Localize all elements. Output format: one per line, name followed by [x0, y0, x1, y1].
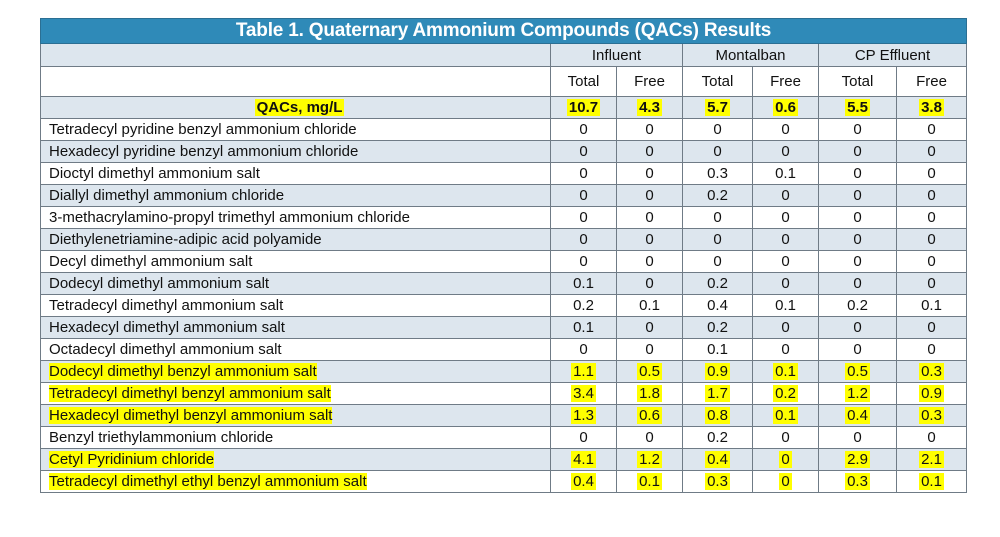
value-cell — [617, 229, 683, 251]
cell-value: 0.1 — [921, 297, 942, 314]
compound-name: 3-methacrylamino-propyl trimethyl ammonium chloride — [49, 209, 410, 226]
cell-value: 0.6 — [639, 407, 660, 424]
value-cell — [897, 339, 967, 361]
cell-value: 0 — [781, 253, 790, 270]
table-title-row — [41, 19, 967, 44]
compound-name-cell — [41, 251, 551, 273]
cell-value: 0 — [713, 231, 722, 248]
cell-value: 0 — [645, 165, 654, 182]
table-row — [41, 471, 967, 493]
subheader-cell: Total — [683, 67, 753, 97]
table-body — [41, 97, 967, 493]
cell-value: 0 — [927, 319, 936, 336]
value-cell — [753, 471, 819, 493]
table-row — [41, 427, 967, 449]
cell-value: 0 — [579, 231, 588, 248]
value-cell — [819, 339, 897, 361]
cell-value: 0 — [579, 121, 588, 138]
value-cell — [683, 383, 753, 405]
value-cell — [551, 185, 617, 207]
compound-name-cell — [41, 119, 551, 141]
summary-value-cell — [617, 97, 683, 119]
cell-value: 0 — [781, 187, 790, 204]
table-row — [41, 207, 967, 229]
group-header-cp-effluent: CP Effluent — [819, 44, 967, 67]
value-cell — [683, 405, 753, 427]
cell-value: 1.7 — [707, 385, 728, 402]
cell-value: 0 — [781, 341, 790, 358]
value-cell — [683, 273, 753, 295]
value-cell — [753, 383, 819, 405]
cell-value: 0 — [853, 187, 862, 204]
cell-value: 0.1 — [775, 297, 796, 314]
value-cell — [897, 427, 967, 449]
value-cell — [819, 405, 897, 427]
cell-value: 0 — [645, 231, 654, 248]
value-cell — [617, 449, 683, 471]
cell-value: 0.1 — [707, 341, 728, 358]
value-cell — [617, 427, 683, 449]
cell-value: 0 — [927, 165, 936, 182]
value-cell — [897, 207, 967, 229]
cell-value: 0.1 — [775, 363, 796, 380]
compound-name: Dodecyl dimethyl ammonium salt — [49, 275, 270, 292]
value-cell — [683, 251, 753, 273]
value-cell — [819, 471, 897, 493]
value-cell — [617, 405, 683, 427]
value-cell — [683, 471, 753, 493]
compound-name-cell — [41, 229, 551, 251]
subheader-cell: Total — [819, 67, 897, 97]
cell-value: 0.2 — [847, 297, 868, 314]
cell-value: 0 — [645, 319, 654, 336]
table-row — [41, 339, 967, 361]
value-cell — [897, 383, 967, 405]
value-cell — [819, 383, 897, 405]
value-cell — [753, 273, 819, 295]
value-cell — [819, 141, 897, 163]
value-cell — [617, 339, 683, 361]
cell-value: 0.8 — [707, 407, 728, 424]
value-cell — [753, 427, 819, 449]
compound-name: Hexadecyl dimethyl benzyl ammonium salt — [49, 407, 333, 424]
value-cell — [617, 383, 683, 405]
cell-value: 0 — [927, 275, 936, 292]
cell-value: 0.4 — [707, 297, 728, 314]
value-cell — [617, 361, 683, 383]
value-cell — [617, 207, 683, 229]
value-cell — [819, 207, 897, 229]
cell-value: 0 — [645, 275, 654, 292]
summary-label-cell — [41, 97, 551, 119]
value-cell — [551, 361, 617, 383]
summary-label: QACs, mg/L — [256, 99, 343, 116]
value-cell — [551, 295, 617, 317]
value-cell — [683, 339, 753, 361]
compound-name-cell — [41, 185, 551, 207]
cell-value: 0 — [781, 121, 790, 138]
cell-value: 0 — [781, 429, 790, 446]
value-cell — [683, 295, 753, 317]
value-cell — [897, 251, 967, 273]
value-cell — [551, 427, 617, 449]
value-cell — [617, 251, 683, 273]
value-cell — [897, 141, 967, 163]
cell-value: 0 — [579, 341, 588, 358]
cell-value: 0 — [645, 143, 654, 160]
value-cell — [617, 317, 683, 339]
group-header-influent: Influent — [551, 44, 683, 67]
compound-name-cell — [41, 405, 551, 427]
summary-value: 10.7 — [568, 99, 599, 116]
cell-value: 2.9 — [847, 451, 868, 468]
cell-value: 0 — [645, 253, 654, 270]
value-cell — [819, 251, 897, 273]
compound-name-cell — [41, 471, 551, 493]
cell-value: 0 — [853, 275, 862, 292]
value-cell — [753, 185, 819, 207]
value-cell — [683, 163, 753, 185]
summary-value: 5.5 — [847, 99, 868, 116]
cell-value: 0 — [781, 143, 790, 160]
cell-value: 0 — [927, 187, 936, 204]
table-row — [41, 449, 967, 471]
value-cell — [551, 207, 617, 229]
value-cell — [551, 317, 617, 339]
cell-value: 0 — [853, 165, 862, 182]
compound-name-cell — [41, 449, 551, 471]
compound-name-cell — [41, 207, 551, 229]
compound-name-cell — [41, 295, 551, 317]
table-row — [41, 163, 967, 185]
cell-value: 0 — [781, 473, 790, 490]
value-cell — [897, 273, 967, 295]
cell-value: 0.9 — [707, 363, 728, 380]
value-cell — [753, 295, 819, 317]
value-cell — [683, 185, 753, 207]
summary-value-cell — [753, 97, 819, 119]
cell-value: 0.2 — [775, 385, 796, 402]
value-cell — [683, 317, 753, 339]
value-cell — [819, 119, 897, 141]
cell-value: 0 — [927, 121, 936, 138]
cell-value: 0 — [781, 275, 790, 292]
table-row — [41, 383, 967, 405]
value-cell — [683, 427, 753, 449]
cell-value: 0 — [645, 121, 654, 138]
value-cell — [897, 471, 967, 493]
cell-value: 0 — [927, 143, 936, 160]
value-cell — [551, 471, 617, 493]
cell-value: 0 — [853, 143, 862, 160]
compound-name: Cetyl Pyridinium chloride — [49, 451, 215, 468]
compound-name: Hexadecyl pyridine benzyl ammonium chloride — [49, 143, 359, 160]
value-cell — [551, 163, 617, 185]
compound-name: Dioctyl dimethyl ammonium salt — [49, 165, 260, 182]
cell-value: 0.2 — [707, 187, 728, 204]
value-cell — [617, 295, 683, 317]
subheader-cell: Free — [753, 67, 819, 97]
cell-value: 0 — [713, 121, 722, 138]
value-cell — [897, 295, 967, 317]
value-cell — [683, 449, 753, 471]
cell-value: 0.5 — [847, 363, 868, 380]
value-cell — [819, 229, 897, 251]
cell-value: 1.3 — [573, 407, 594, 424]
cell-value: 0 — [579, 253, 588, 270]
value-cell — [819, 317, 897, 339]
value-cell — [897, 185, 967, 207]
cell-value: 0 — [713, 253, 722, 270]
table-row — [41, 141, 967, 163]
cell-value: 0 — [579, 209, 588, 226]
cell-value: 0 — [927, 231, 936, 248]
value-cell — [753, 405, 819, 427]
value-cell — [753, 163, 819, 185]
compound-name: Octadecyl dimethyl ammonium salt — [49, 341, 282, 358]
value-cell — [551, 449, 617, 471]
cell-value: 0 — [781, 319, 790, 336]
cell-value: 0.3 — [847, 473, 868, 490]
value-cell — [819, 185, 897, 207]
summary-value: 4.3 — [639, 99, 660, 116]
cell-value: 0.1 — [573, 319, 594, 336]
value-cell — [897, 405, 967, 427]
cell-value: 0 — [853, 121, 862, 138]
value-cell — [753, 449, 819, 471]
compound-name: Tetradecyl dimethyl ammonium salt — [49, 297, 284, 314]
value-cell — [551, 339, 617, 361]
cell-value: 1.2 — [639, 451, 660, 468]
value-cell — [683, 361, 753, 383]
value-cell — [819, 427, 897, 449]
cell-value: 0.3 — [707, 473, 728, 490]
subheader-cell: Total — [551, 67, 617, 97]
value-cell — [897, 317, 967, 339]
value-cell — [897, 449, 967, 471]
value-cell — [617, 119, 683, 141]
cell-value: 2.1 — [921, 451, 942, 468]
value-cell — [617, 163, 683, 185]
cell-value: 1.2 — [847, 385, 868, 402]
cell-value: 0.1 — [921, 473, 942, 490]
cell-value: 0.3 — [921, 407, 942, 424]
cell-value: 0 — [645, 341, 654, 358]
cell-value: 0 — [579, 143, 588, 160]
table-row — [41, 405, 967, 427]
compound-name-cell — [41, 273, 551, 295]
cell-value: 0.4 — [707, 451, 728, 468]
cell-value: 0 — [927, 341, 936, 358]
value-cell — [551, 273, 617, 295]
value-cell — [753, 207, 819, 229]
compound-name-cell — [41, 317, 551, 339]
cell-value: 0 — [853, 253, 862, 270]
subheader-cell: Free — [617, 67, 683, 97]
value-cell — [617, 471, 683, 493]
summary-value-cell — [897, 97, 967, 119]
cell-value: 0 — [645, 209, 654, 226]
value-cell — [683, 119, 753, 141]
value-cell — [897, 163, 967, 185]
cell-value: 0.2 — [573, 297, 594, 314]
value-cell — [819, 273, 897, 295]
compound-name: Benzyl triethylammonium chloride — [49, 429, 274, 446]
cell-value: 0.1 — [775, 165, 796, 182]
value-cell — [753, 339, 819, 361]
cell-value: 0 — [927, 429, 936, 446]
value-cell — [897, 119, 967, 141]
cell-value: 1.1 — [573, 363, 594, 380]
cell-value: 0.2 — [707, 429, 728, 446]
value-cell — [753, 361, 819, 383]
cell-value: 0 — [579, 165, 588, 182]
compound-name-cell — [41, 163, 551, 185]
value-cell — [551, 229, 617, 251]
compound-name: Tetradecyl dimethyl benzyl ammonium salt — [49, 385, 331, 402]
value-cell — [551, 251, 617, 273]
cell-value: 0 — [781, 451, 790, 468]
compound-name-cell — [41, 383, 551, 405]
value-cell — [551, 119, 617, 141]
cell-value: 0.1 — [639, 473, 660, 490]
value-cell — [683, 229, 753, 251]
table-row — [41, 273, 967, 295]
compound-name-cell — [41, 339, 551, 361]
compound-name: Diallyl dimethyl ammonium chloride — [49, 187, 285, 204]
compound-name: Tetradecyl dimethyl ethyl benzyl ammonium salt — [49, 473, 367, 490]
value-cell — [753, 229, 819, 251]
table-row — [41, 185, 967, 207]
cell-value: 0.2 — [707, 275, 728, 292]
summary-value-cell — [683, 97, 753, 119]
value-cell — [617, 185, 683, 207]
cell-value: 0 — [713, 143, 722, 160]
cell-value: 0.1 — [775, 407, 796, 424]
value-cell — [897, 229, 967, 251]
cell-value: 1.8 — [639, 385, 660, 402]
cell-value: 0 — [853, 209, 862, 226]
table-row — [41, 251, 967, 273]
table-row — [41, 361, 967, 383]
value-cell — [819, 361, 897, 383]
value-cell — [753, 119, 819, 141]
value-cell — [819, 163, 897, 185]
table-row — [41, 229, 967, 251]
summary-value-cell — [819, 97, 897, 119]
cell-value: 0.4 — [573, 473, 594, 490]
cell-value: 0.1 — [573, 275, 594, 292]
table-row — [41, 317, 967, 339]
group-header-blank — [41, 44, 551, 67]
table-row — [41, 295, 967, 317]
compound-name: Dodecyl dimethyl benzyl ammonium salt — [49, 363, 317, 380]
cell-value: 0.1 — [639, 297, 660, 314]
cell-value: 0.2 — [707, 319, 728, 336]
compound-name: Tetradecyl pyridine benzyl ammonium chloride — [49, 121, 357, 138]
table-title: Table 1. Quaternary Ammonium Compounds (QACs) Results — [41, 19, 967, 44]
cell-value: 4.1 — [573, 451, 594, 468]
cell-value: 0.4 — [847, 407, 868, 424]
cell-value: 0 — [645, 429, 654, 446]
summary-value: 3.8 — [921, 99, 942, 116]
value-cell — [683, 207, 753, 229]
value-cell — [551, 383, 617, 405]
compound-name: Hexadecyl dimethyl ammonium salt — [49, 319, 285, 336]
summary-value-cell — [551, 97, 617, 119]
compound-name-cell — [41, 427, 551, 449]
cell-value: 0 — [853, 319, 862, 336]
subheader-row — [41, 67, 967, 97]
compound-name: Diethylenetriamine-adipic acid polyamide — [49, 231, 322, 248]
value-cell — [819, 449, 897, 471]
qac-results-table — [40, 18, 967, 493]
value-cell — [617, 273, 683, 295]
compound-name-cell — [41, 141, 551, 163]
cell-value: 0 — [853, 429, 862, 446]
summary-value: 0.6 — [775, 99, 796, 116]
value-cell — [753, 141, 819, 163]
cell-value: 0 — [853, 231, 862, 248]
value-cell — [683, 141, 753, 163]
value-cell — [753, 251, 819, 273]
table-row — [41, 119, 967, 141]
compound-name: Decyl dimethyl ammonium salt — [49, 253, 253, 270]
value-cell — [551, 405, 617, 427]
cell-value: 0 — [927, 209, 936, 226]
cell-value: 0.5 — [639, 363, 660, 380]
summary-value: 5.7 — [707, 99, 728, 116]
summary-row — [41, 97, 967, 119]
cell-value: 0 — [579, 187, 588, 204]
value-cell — [753, 317, 819, 339]
cell-value: 0 — [927, 253, 936, 270]
cell-value: 0.3 — [921, 363, 942, 380]
cell-value: 0 — [579, 429, 588, 446]
cell-value: 0 — [781, 231, 790, 248]
cell-value: 0.9 — [921, 385, 942, 402]
subheader-cell: Free — [897, 67, 967, 97]
compound-name-cell — [41, 361, 551, 383]
cell-value: 0 — [853, 341, 862, 358]
cell-value: 0 — [713, 209, 722, 226]
cell-value: 0 — [781, 209, 790, 226]
value-cell — [617, 141, 683, 163]
value-cell — [819, 295, 897, 317]
cell-value: 3.4 — [573, 385, 594, 402]
group-header-montalban: Montalban — [683, 44, 819, 67]
cell-value: 0 — [645, 187, 654, 204]
value-cell — [897, 361, 967, 383]
value-cell — [551, 141, 617, 163]
group-header-row — [41, 44, 967, 67]
subheader-blank — [41, 67, 551, 97]
cell-value: 0.3 — [707, 165, 728, 182]
